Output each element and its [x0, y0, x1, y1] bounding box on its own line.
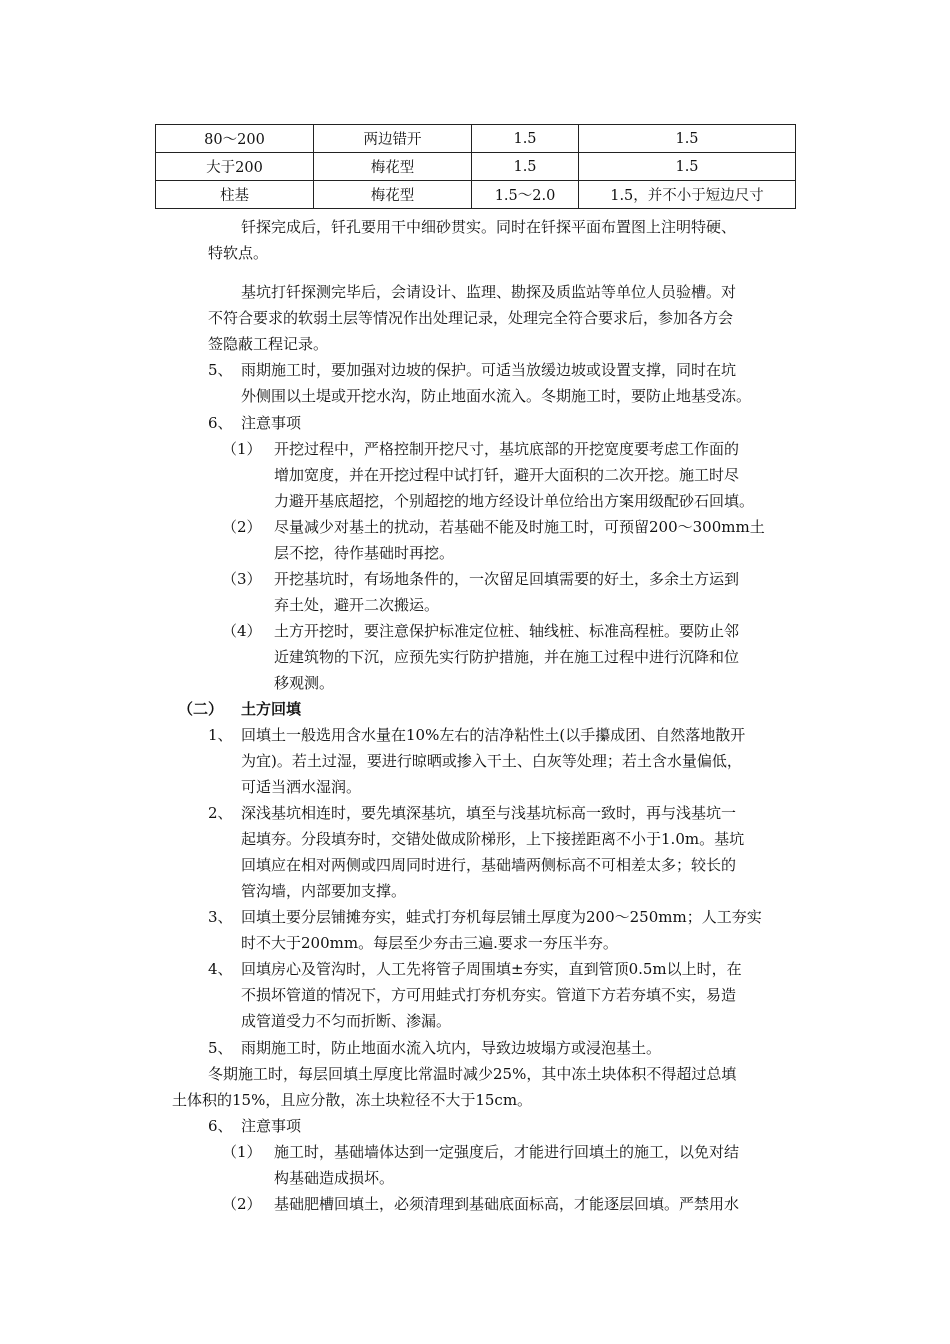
- section-number: （二）: [178, 700, 224, 718]
- item-number: 6、: [208, 414, 233, 432]
- paragraph-line: 钎探完成后，钎孔要用干中细砂贯实。同时在钎探平面布置图上注明特硬、: [241, 218, 737, 236]
- note-line: 近建筑物的下沉，应预先实行防护措施，并在施工过程中进行沉降和位: [274, 648, 740, 666]
- section-title: 土方回填: [241, 700, 302, 718]
- item-line: 可适当洒水湿润。: [241, 778, 362, 796]
- table-cell: 梅花型: [314, 153, 472, 181]
- table-row: [156, 181, 796, 209]
- paragraph-line: 冬期施工时，每层回填土厚度比常温时减少25%，其中冻土块体积不得超过总填: [208, 1065, 737, 1083]
- paragraph-line: 不符合要求的软弱土层等情况作出处理记录，处理完全符合要求后，参加各方会: [208, 309, 734, 327]
- item-line: 时不大于200mm。每层至少夯击三遍.要求一夯压半夯。: [241, 934, 618, 952]
- table-cell: 1.5: [472, 153, 579, 181]
- table-cell: 梅花型: [314, 181, 472, 209]
- note-number: （1）: [222, 1143, 262, 1161]
- note-line: 尽量减少对基土的扰动，若基础不能及时施工时，可预留200～300mm土: [274, 518, 765, 536]
- item-number: 1、: [208, 726, 233, 744]
- item-line: 回填应在相对两侧或四周同时进行，基础墙两侧标高不可相差太多；较长的: [241, 856, 737, 874]
- note-number: （2）: [222, 1195, 262, 1213]
- item-number: 2、: [208, 804, 233, 822]
- item-line: 起填夯。分段填夯时，交错处做成阶梯形，上下接搓距离不小于1.0m。基坑: [241, 830, 745, 848]
- item-title: 注意事项: [241, 414, 302, 432]
- table-cell: 两边错开: [314, 125, 472, 153]
- item-line: 雨期施工时，防止地面水流入坑内，导致边坡塌方或浸泡基土。: [241, 1039, 662, 1057]
- note-line: 基础肥槽回填土，必须清理到基础底面标高，才能逐层回填。严禁用水: [274, 1195, 740, 1213]
- probe-spacing-table: [155, 124, 796, 209]
- note-number: （4）: [222, 622, 262, 640]
- item-line: 回填土一般选用含水量在10%左右的洁净粘性土(以手攥成团、自然落地散开: [241, 726, 746, 744]
- item-number: 3、: [208, 908, 233, 926]
- note-line: 增加宽度，并在开挖过程中试打钎，避开大面积的二次开挖。施工时尽: [274, 466, 740, 484]
- table-cell: 1.5～2.0: [472, 181, 579, 209]
- table-row: [156, 153, 796, 181]
- item-number: 4、: [208, 960, 233, 978]
- note-line: 层不挖，待作基础时再挖。: [274, 544, 455, 562]
- item-line: 雨期施工时，要加强对边坡的保护。可适当放缓边坡或设置支撑，同时在坑: [241, 361, 737, 379]
- note-number: （1）: [222, 440, 262, 458]
- table-row: [156, 125, 796, 153]
- item-line: 为宜)。若土过湿，要进行晾晒或掺入干土、白灰等处理；若土含水量偏低，: [241, 752, 742, 770]
- note-line: 开挖过程中，严格控制开挖尺寸，基坑底部的开挖宽度要考虑工作面的: [274, 440, 740, 458]
- item-number: 6、: [208, 1117, 233, 1135]
- note-line: 土方开挖时，要注意保护标准定位桩、轴线桩、标准高程桩。要防止邻: [274, 622, 740, 640]
- table-cell: 1.5: [579, 153, 796, 181]
- item-number: 5、: [208, 1039, 233, 1057]
- note-number: （3）: [222, 570, 262, 588]
- table-cell: 1.5，并不小于短边尺寸: [579, 181, 796, 209]
- table-cell: 大于200: [156, 153, 314, 181]
- paragraph-line: 特软点。: [208, 244, 269, 262]
- note-line: 构基础造成损坏。: [274, 1169, 395, 1187]
- item-line: 管沟墙，内部要加支撑。: [241, 882, 407, 900]
- note-line: 力避开基底超挖，个别超挖的地方经设计单位给出方案用级配砂石回填。: [274, 492, 755, 510]
- item-number: 5、: [208, 361, 233, 379]
- item-line: 外侧围以土堤或开挖水沟，防止地面水流入。冬期施工时，要防止地基受冻。: [241, 387, 752, 405]
- table-cell: 柱基: [156, 181, 314, 209]
- item-line: 深浅基坑相连时，要先填深基坑，填至与浅基坑标高一致时，再与浅基坑一: [241, 804, 737, 822]
- item-title: 注意事项: [241, 1117, 302, 1135]
- note-number: （2）: [222, 518, 262, 536]
- note-line: 开挖基坑时，有场地条件的，一次留足回填需要的好土，多余土方运到: [274, 570, 740, 588]
- table-cell: 80～200: [156, 125, 314, 153]
- note-line: 移观测。: [274, 674, 335, 692]
- table-cell: 1.5: [579, 125, 796, 153]
- table-cell: 1.5: [472, 125, 579, 153]
- paragraph-line: 签隐蔽工程记录。: [208, 335, 329, 353]
- item-line: 回填土要分层铺摊夯实，蛙式打夯机每层铺土厚度为200～250mm；人工夯实: [241, 908, 762, 926]
- item-line: 回填房心及管沟时，人工先将管子周围填±夯实，直到管顶0.5m以上时，在: [241, 960, 742, 978]
- note-line: 施工时，基础墙体达到一定强度后，才能进行回填土的施工，以免对结: [274, 1143, 740, 1161]
- paragraph-line: 基坑打钎探测完毕后，会请设计、监理、勘探及质监站等单位人员验槽。对: [241, 283, 737, 301]
- item-line: 不损坏管道的情况下，方可用蛙式打夯机夯实。管道下方若夯填不实，易造: [241, 986, 737, 1004]
- paragraph-line: 土体积的15%，且应分散，冻土块粒径不大于15cm。: [172, 1091, 533, 1109]
- note-line: 弃土处，避开二次搬运。: [274, 596, 440, 614]
- item-line: 成管道受力不匀而折断、渗漏。: [241, 1012, 452, 1030]
